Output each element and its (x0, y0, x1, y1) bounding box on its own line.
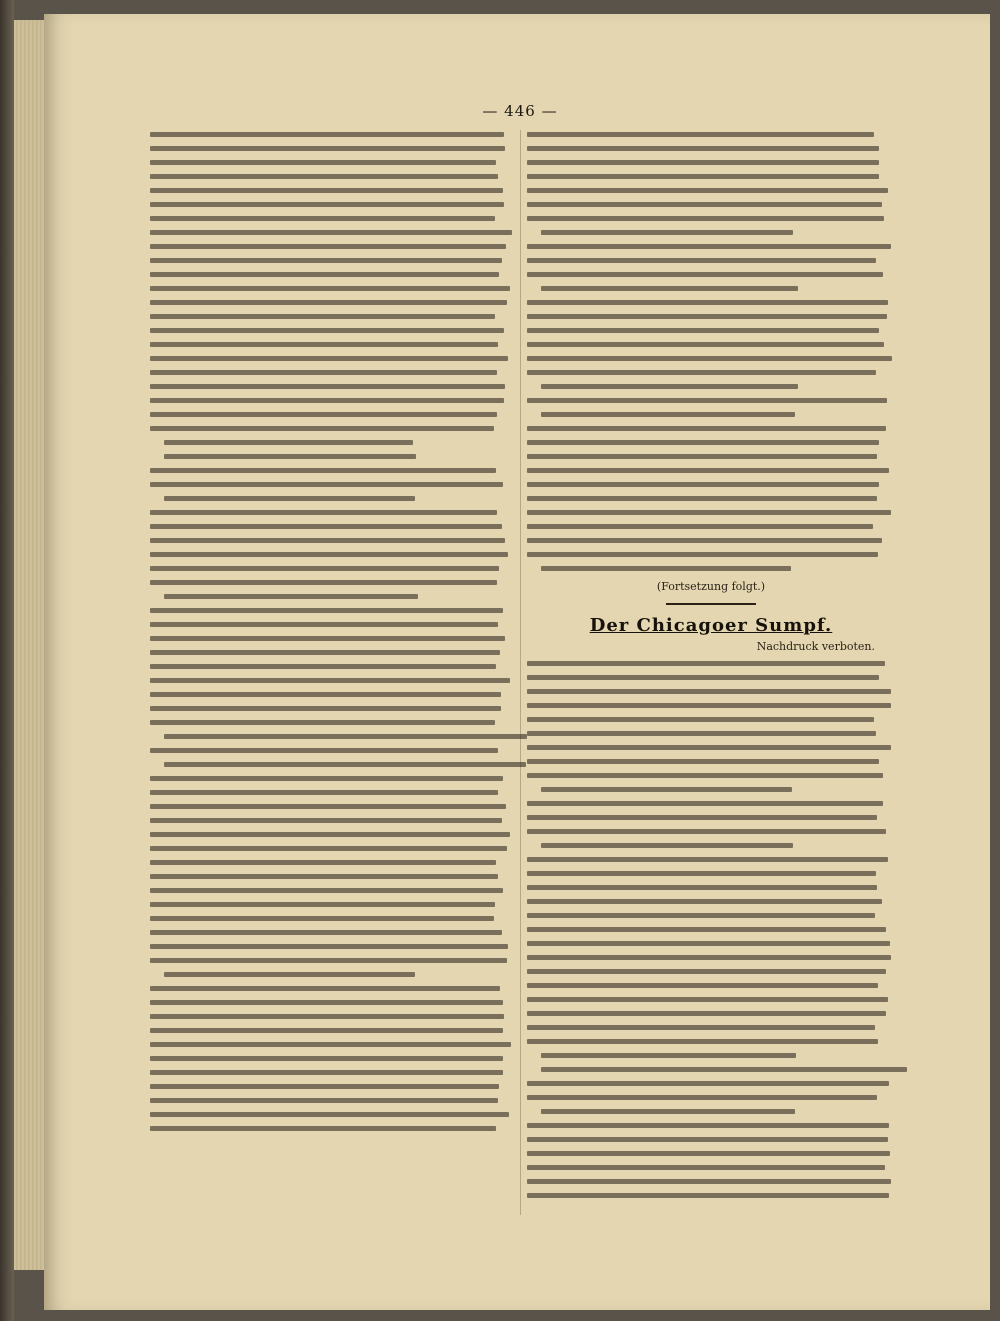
text-line (150, 328, 504, 333)
text-line (150, 188, 503, 193)
text-line (150, 818, 502, 823)
page-number: — 446 — (482, 102, 558, 120)
text-line (527, 913, 875, 918)
text-line (527, 510, 891, 515)
text-line (150, 1014, 504, 1019)
story-continuation (527, 132, 895, 571)
text-line (541, 230, 793, 235)
text-line (527, 146, 879, 151)
text-line (527, 1025, 875, 1030)
text-line (150, 202, 504, 207)
text-line (150, 510, 497, 515)
text-line (150, 272, 499, 277)
text-line (527, 188, 888, 193)
section-divider (666, 603, 756, 605)
left-column (150, 132, 515, 1140)
text-line (150, 160, 496, 165)
text-line (527, 955, 891, 960)
text-line (527, 661, 885, 666)
text-line (527, 1179, 891, 1184)
text-line (150, 832, 510, 837)
article-body (527, 661, 895, 1198)
text-line (150, 1000, 503, 1005)
text-line (164, 762, 526, 767)
text-line (541, 1053, 796, 1058)
text-line (164, 496, 415, 501)
text-line (527, 1137, 888, 1142)
text-line (150, 174, 498, 179)
text-line (150, 286, 510, 291)
text-line (150, 608, 503, 613)
text-line (150, 860, 496, 865)
text-line (150, 258, 502, 263)
page-edges (14, 20, 44, 1270)
text-line (527, 328, 879, 333)
text-line (527, 468, 889, 473)
text-line (150, 1112, 509, 1117)
text-line (527, 773, 883, 778)
text-line (527, 689, 891, 694)
text-line (527, 829, 886, 834)
text-line (150, 1084, 499, 1089)
text-line (150, 398, 504, 403)
text-line (150, 566, 499, 571)
text-line (527, 398, 887, 403)
text-line (527, 356, 892, 361)
text-line (527, 997, 888, 1002)
text-line (527, 731, 876, 736)
text-line (527, 801, 883, 806)
text-line (541, 787, 792, 792)
text-line (527, 300, 888, 305)
text-line (527, 1193, 889, 1198)
text-line (527, 1081, 889, 1086)
text-line (527, 1151, 890, 1156)
text-line (541, 286, 798, 291)
text-line (150, 790, 498, 795)
text-line (527, 717, 874, 722)
text-line (150, 524, 502, 529)
text-line (150, 944, 508, 949)
text-line (527, 538, 882, 543)
text-line (527, 496, 877, 501)
text-line (527, 675, 879, 680)
text-line (150, 1028, 503, 1033)
text-line (150, 412, 497, 417)
text-line (150, 300, 507, 305)
text-line (150, 804, 506, 809)
text-line (150, 1056, 503, 1061)
text-line (164, 440, 413, 445)
text-line (150, 622, 498, 627)
text-line (150, 986, 500, 991)
text-line (541, 1109, 795, 1114)
text-line (527, 272, 883, 277)
text-line (164, 594, 418, 599)
text-line (541, 384, 798, 389)
text-line (527, 440, 879, 445)
text-line (150, 664, 496, 669)
text-line (150, 552, 508, 557)
text-line (150, 748, 498, 753)
text-line (150, 902, 495, 907)
text-line (164, 454, 416, 459)
text-line (527, 132, 874, 137)
text-line (541, 843, 793, 848)
text-line (150, 720, 495, 725)
text-line (150, 1098, 498, 1103)
text-line (527, 454, 877, 459)
text-line (150, 370, 497, 375)
text-line (150, 356, 508, 361)
text-line (527, 174, 879, 179)
text-line (150, 678, 510, 683)
text-line (150, 580, 497, 585)
book-spine (0, 0, 14, 1321)
text-line (527, 342, 884, 347)
text-line (527, 1039, 878, 1044)
text-line (527, 1011, 886, 1016)
reprint-notice: Nachdruck verboten. (756, 640, 875, 653)
text-line (150, 846, 507, 851)
text-line (150, 916, 494, 921)
continuation-note: (Fortsetzung folgt.) (656, 580, 766, 593)
text-line (164, 972, 415, 977)
text-line (150, 1042, 511, 1047)
text-line (150, 146, 505, 151)
text-line (527, 745, 891, 750)
text-line (150, 874, 498, 879)
text-line (150, 482, 503, 487)
text-line (150, 636, 505, 641)
text-line (527, 871, 876, 876)
text-line (527, 482, 879, 487)
text-line (150, 1126, 496, 1131)
text-line (150, 132, 504, 137)
text-line (527, 983, 878, 988)
text-line (527, 314, 887, 319)
text-line (527, 370, 876, 375)
column-divider (520, 130, 521, 1215)
text-line (150, 216, 495, 221)
text-line (150, 706, 501, 711)
text-line (541, 412, 795, 417)
text-line (527, 1165, 885, 1170)
text-line (541, 566, 791, 571)
text-line (527, 969, 886, 974)
text-line (527, 552, 878, 557)
text-line (150, 230, 512, 235)
text-line (527, 426, 886, 431)
text-line (527, 216, 884, 221)
text-line (150, 426, 494, 431)
text-line (527, 244, 891, 249)
text-line (527, 927, 886, 932)
text-line (527, 857, 888, 862)
text-line (150, 342, 498, 347)
text-line (527, 703, 891, 708)
text-line (150, 692, 501, 697)
text-line (527, 202, 882, 207)
text-line (527, 759, 879, 764)
article-title: Der Chicagoer Sumpf. (589, 615, 833, 636)
text-line (527, 815, 877, 820)
text-line (150, 958, 507, 963)
text-line (527, 160, 879, 165)
right-column (527, 132, 895, 1207)
text-line (150, 314, 495, 319)
text-line (527, 941, 890, 946)
text-line (527, 885, 877, 890)
text-line (527, 524, 873, 529)
text-line (527, 1095, 877, 1100)
text-line (164, 734, 527, 739)
text-line (150, 1070, 503, 1075)
text-line (527, 1123, 889, 1128)
text-line (150, 776, 503, 781)
text-line (150, 930, 502, 935)
text-line (150, 244, 506, 249)
text-line (527, 899, 882, 904)
text-line (150, 384, 505, 389)
text-line (541, 1067, 907, 1072)
text-line (150, 468, 496, 473)
text-line (150, 538, 505, 543)
text-line (150, 888, 503, 893)
text-line (150, 650, 500, 655)
text-line (527, 258, 876, 263)
